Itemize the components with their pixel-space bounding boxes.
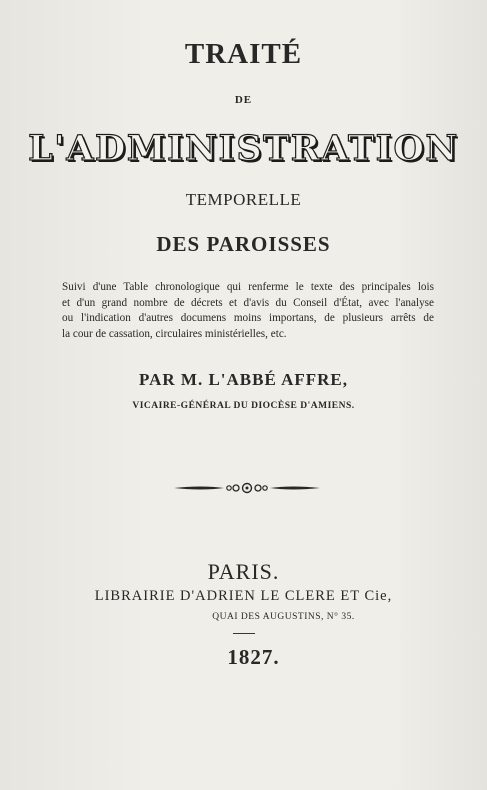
subtitle-line: Suivi d'une Table chronologique qui renferme le texte des principales lois <box>62 281 434 293</box>
author-line: PAR M. L'ABBÉ AFFRE, <box>138 370 349 389</box>
imprint-year: 1827. <box>227 645 280 669</box>
imprint-city: PARIS. <box>207 559 280 584</box>
title-paroisses: DES PAROISSES <box>156 232 331 256</box>
imprint-address: QUAI DES AUGUSTINS, N° 35. <box>212 612 355 622</box>
imprint-publisher: LIBRAIRIE D'ADRIEN LE CLERE ET Cie, <box>94 588 393 604</box>
subtitle-line: ou l'indication d'autres documens moins importans, de plusieurs arrêts de <box>62 312 434 324</box>
subtitle-paragraph <box>62 280 434 342</box>
title-traite: TRAITÉ <box>184 38 303 70</box>
subtitle-line: et d'un grand nombre de décrets et d'avis du Conseil d'État, avec l'analyse <box>62 296 434 309</box>
subtitle-line: la cour de cassation, circulaires ministérielles, etc. <box>62 327 287 340</box>
imprint-rule <box>233 633 255 634</box>
title-temporelle: TEMPORELLE <box>185 190 302 209</box>
title-administration: L'ADMINISTRATION <box>28 128 459 169</box>
ornament-divider <box>172 480 322 496</box>
title-de: DE <box>234 94 253 106</box>
author-title: VICAIRE-GÉNÉRAL DU DIOCÈSE D'AMIENS. <box>132 401 355 411</box>
